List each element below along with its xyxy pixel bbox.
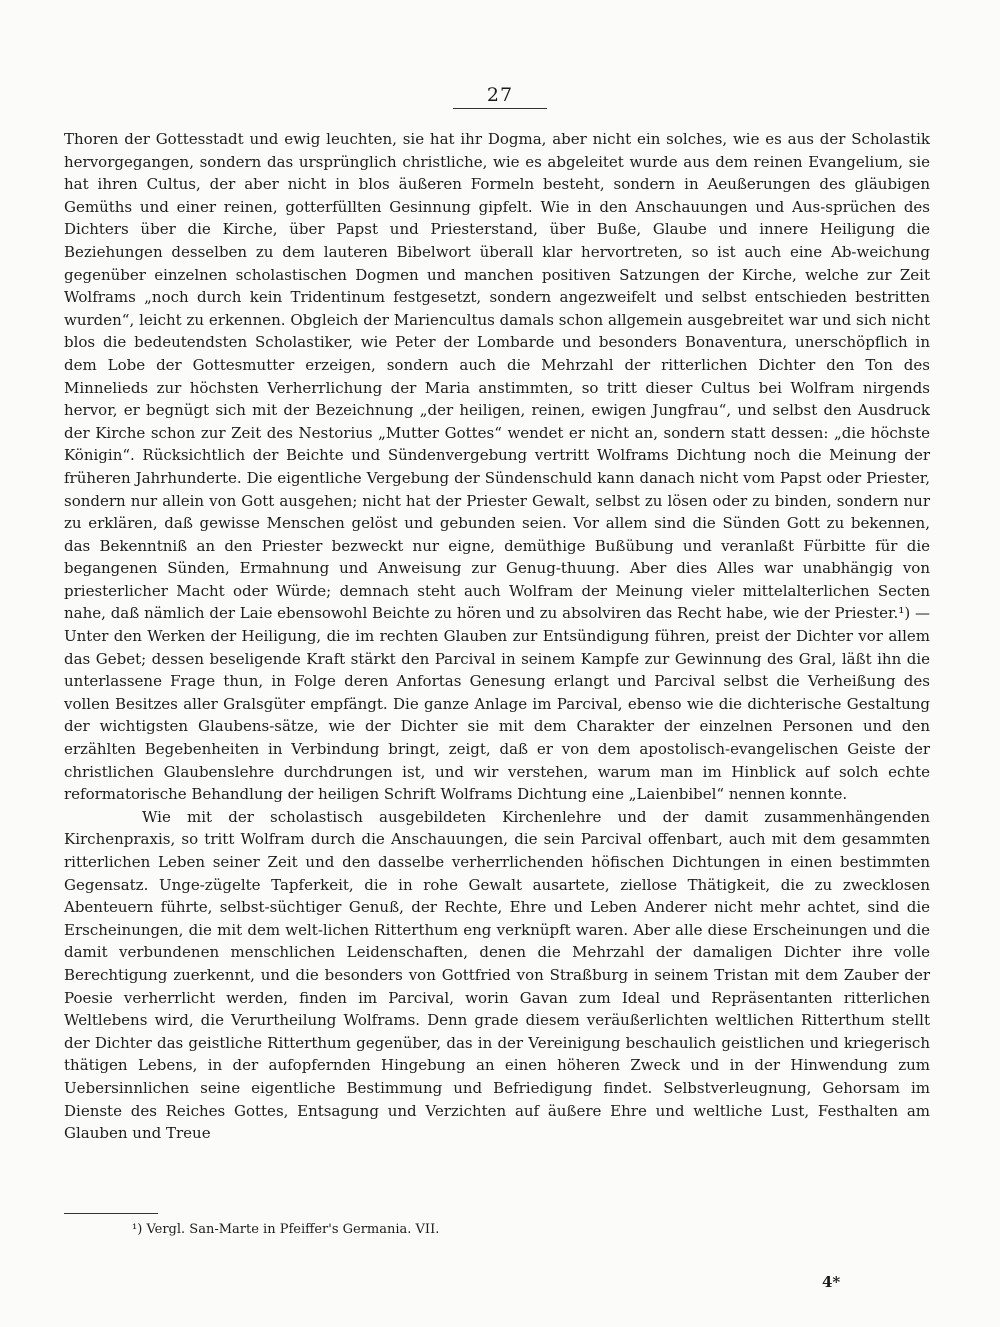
paragraph-2: Wie mit der scholastisch ausgebildeten Kirchenlehre und der damit zusammenhängenden Kirchenpraxis, so tritt Wolfram durch die Anschauungen, die sein Parcival offenbart, auch mit dem gesammten ritterlichen Leben seiner Zeit und den dasselbe verherrlichenden höfischen Dichtungen in einen bestimmten Gegensatz. Unge-zügelte Tapferkeit, die in rohe Gewalt ausartete, ziellose Thätigkeit, die zu zwecklosen Abenteuern führte, selbst-süchtiger Genuß, der Rechte, Ehre und Leben Anderer nicht mehr achtet, sind die Erscheinungen, die mit dem welt-lichen Ritterthum eng verknüpft waren. Aber alle diese Erscheinungen und die damit verbundenen menschlichen Leidenschaften, denen die Mehrzahl der damaligen Dichter ihre volle Berechtigung zuerkennt, und die besonders von Gottfried von Straßburg in seinem Tristan mit dem Zauber der Poesie verherrlicht werden, finden im Parcival, worin Gavan zum Ideal und Repräsentanten ritterlichen Weltlebens wird, die Verurtheilung Wolframs. Denn grade diesem veräußerlichten weltlichen Ritterthum stellt der Dichter das geistliche Ritterthum gegenüber, das in der Vereinigung beschaulich geistlichen und kriegerisch thätigen Lebens, in der aufopfernden Hingebung an einen höheren Zweck und in der Hinwendung zum Uebersinnlichen seine eigentliche Bestimmung und Befriedigung findet. Selbstverleugnung, Gehorsam im Dienste des Reiches Gottes, Entsagung und Verzichten auf äußere Ehre und weltliche Lust, Festhalten am Glauben und Treue [64, 807, 930, 1143]
footnote [132, 1221, 439, 1239]
footnote-rule [64, 1213, 158, 1214]
paragraph-1: Thoren der Gottesstadt und ewig leuchten, sie hat ihr Dogma, aber nicht ein solches, wie es aus der Scholastik hervorgegangen, sondern das ursprünglich christliche, wie es abgeleitet wurde aus dem reinen Evangelium, sie hat ihren Cultus, der aber nicht in blos äußeren Formeln besteht, sondern in Aeußerungen des gläubigen Gemüths und einer reinen, gotterfüllten Gesinnung gipfelt. Wie in den Anschauungen und Aus-sprüchen des Dichters über die Kirche, über Papst und Priesterstand, über Buße, Glaube und innere Heiligung die Beziehungen desselben zu dem lauteren Bibelwort überall klar hervortreten, so ist auch eine Ab-weichung gegenüber einzelnen scholastischen Dogmen und manchen positiven Satzungen der Kirche, welche zur Zeit Wolframs „noch durch kein Tridentinum festgesetzt, sondern angezweifelt und selbst entschieden bestritten wurden“, leicht zu erkennen. Obgleich der Mariencultus damals schon allgemein ausgebreitet war und sich nicht blos die bedeutendsten Scholastiker, wie Peter der Lombarde und besonders Bonaventura, unerschöpflich in dem Lobe der Gottesmutter erzeigen, sondern auch die Mehrzahl der ritterlichen Dichter den Ton des Minnelieds zur höchsten Verherrlichung der Maria anstimmten, so tritt dieser Cultus bei Wolfram nirgends hervor, er begnügt sich mit der Bezeichnung „der heiligen, reinen, ewigen Jungfrau“, und selbst den Ausdruck der Kirche schon zur Zeit des Nestorius „Mutter Gottes“ wendet er nicht an, sondern statt dessen: „die höchste Königin“. Rücksichtlich der Beichte und Sündenvergebung vertritt Wolframs Dichtung noch die Meinung der früheren Jahrhunderte. Die eigentliche Vergebung der Sündenschuld kann danach nicht vom Papst oder Priester, sondern nur allein von Gott ausgehen; nicht hat der Priester Gewalt, selbst zu lösen oder zu binden, sondern nur zu erklären, daß gewisse Menschen gelöst und gebunden seien. Vor allem sind die Sünden Gott zu bekennen, das Bekenntniß an den Priester bezweckt nur eigne, demüthige Bußübung und veranlaßt Fürbitte für die begangenen Sünden, Ermahnung und Anweisung zur Genug-thuung. Aber dies Alles war unabhängig von priesterlicher Macht oder Würde; demnach steht auch Wolfram der Meinung vieler mittelalterlichen Secten nahe, daß nämlich der Laie ebensowohl Beichte zu hören und zu absolviren das Recht habe, wie der Priester.¹) — Unter den Werken der Heiligung, die im rechten Glauben zur Entsündigung führen, preist der Dichter vor allem das Gebet; dessen beseligende Kraft stärkt den Parcival in seinem Kampfe zur Gewinnung des Gral, läßt ihn die unterlassene Frage thun, in Folge deren Anfortas Genesung erlangt und Parcival selbst die Verheißung des vollen Besitzes aller Gralsgüter empfängt. Die ganze Anlage im Parcival, ebenso wie die dichterische Gestaltung der wichtigsten Glaubens-sätze, wie der Dichter sie mit dem Charakter der einzelnen Personen und den erzählten Begebenheiten in Verbindung bringt, zeigt, daß er von dem apostolisch-evangelischen Geiste der christlichen Glaubenslehre durchdrungen ist, und wir verstehen, warum man im Hinblick auf solch echte reformatorische Behandlung der heiligen Schrift Wolframs Dichtung eine „Laienbibel“ nennen konnte. [64, 130, 930, 804]
header-rule [453, 108, 547, 109]
body-text [64, 128, 930, 1145]
footnote-marker: ¹) [132, 1222, 143, 1237]
footnote-text: Vergl. San-Marte in Pfeiffer's Germania. VII. [146, 1222, 440, 1237]
signature-mark: 4* [822, 1273, 841, 1291]
page-number: 27 [486, 84, 514, 106]
